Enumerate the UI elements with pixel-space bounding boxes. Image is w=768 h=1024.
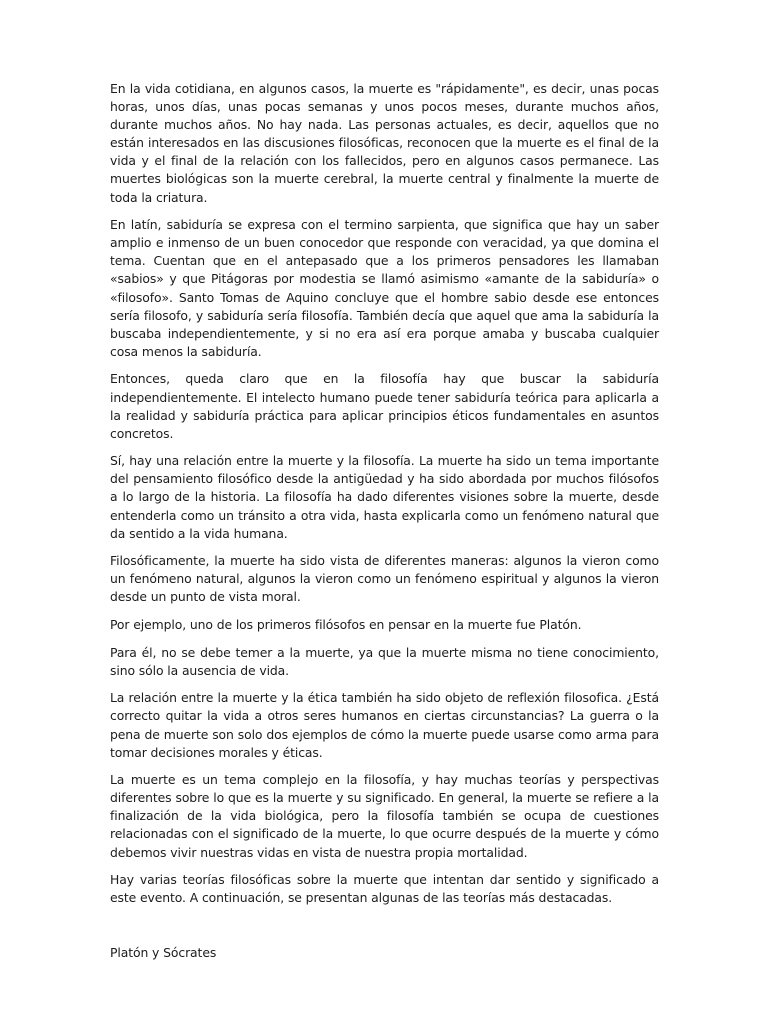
paragraph-death-philosophy-relation: Sí, hay una relación entre la muerte y la filosofía. La muerte ha sido un tema importante del pensamiento filosófico desde la antigüedad y ha sido abordada por muchos filósofos a lo largo de la historia. La filosofía ha dado diferentes visiones sobre la muerte, desde entenderla como un tránsito a otra vida, hasta explicarla como un fenómeno natural que da sentido a la vida humana. xyxy=(110,453,659,541)
paragraph-complex-topic: La muerte es un tema complejo en la filosofía, y hay muchas teorías y perspectivas diferentes sobre lo que es la muerte y su significado. En general, la muerte se refiere a la finalización de la vida biológica, pero la filosofía también se ocupa de cuestiones relacionadas con el significado de la muerte, lo que ocurre después de la muerte y cómo debemos vivir nuestras vidas en vista de nuestra propia mortalidad. xyxy=(110,772,659,860)
paragraph-plato-example: Por ejemplo, uno de los primeros filósofos en pensar en la muerte fue Platón. xyxy=(110,617,582,633)
paragraph-wisdom-latin: En latín, sabiduría se expresa con el termino sarpienta, que significa que hay un saber amplio e inmenso de un buen conocedor que responde con veracidad, ya que domina el tema. Cuentan que en el antepasado que a los primeros pensadores les llamaban «sabios» y que Pitágoras por modestia se llamó asimismo «amante de la sabiduría» o «filosofo». Santo Tomas de Aquino concluye que el hombre sabio desde ese entonces sería filosofo, y sabiduría sería filosofía. También decía que aquel que ama la sabiduría la buscaba independientemente, y si no era así era porque amaba y buscaba cualquier cosa menos la sabiduría. xyxy=(110,217,659,359)
paragraph-theories-intro: Hay varias teorías filosóficas sobre la muerte que intentan dar sentido y significado a este evento. A continuación, se presentan algunas de las teorías más destacadas. xyxy=(110,872,659,906)
paragraph-philosophical-views: Filosóficamente, la muerte ha sido vista de diferentes maneras: algunos la vieron como un fenómeno natural, algunos la vieron como un fenómeno espiritual y algunos la vieron desde un punto de vista moral. xyxy=(110,553,659,605)
paragraph-wisdom-philosophy: Entonces, queda claro que en la filosofía hay que buscar la sabiduría independientemente. El intelecto humano puede tener sabiduría teórica para aplicarla a la realidad y sabiduría práctica para aplicar principios éticos fundamentales en asuntos concretos. xyxy=(110,371,659,441)
document-page xyxy=(110,80,659,962)
paragraph-fear-of-death: Para él, no se debe temer a la muerte, ya que la muerte misma no tiene conocimiento, sino sólo la ausencia de vida. xyxy=(110,644,659,678)
paragraph-death-everyday-life: En la vida cotidiana, en algunos casos, la muerte es "rápidamente", es decir, unas pocas horas, unos días, unas pocas semanas y unos pocos meses, durante muchos años, durante muchos años. No hay nada. Las personas actuales, es decir, aquellos que no están interesados en las discusiones filosóficas, reconocen que la muerte es el final de la vida y el final de la relación con los fallecidos, pero en algunos casos permanece. Las muertes biológicas son la muerte cerebral, la muerte central y finalmente la muerte de toda la criatura. xyxy=(110,81,659,205)
section-heading: Platón y Sócrates xyxy=(110,945,217,961)
paragraph-death-ethics: La relación entre la muerte y la ética también ha sido objeto de reflexión filosofica. ¿Está correcto quitar la vida a otros seres humanos en ciertas circunstancias? La guerra o la pena de muerte son solo dos ejemplos de cómo la muerte puede usarse como arma para tomar decisiones morales y éticas. xyxy=(110,690,659,760)
